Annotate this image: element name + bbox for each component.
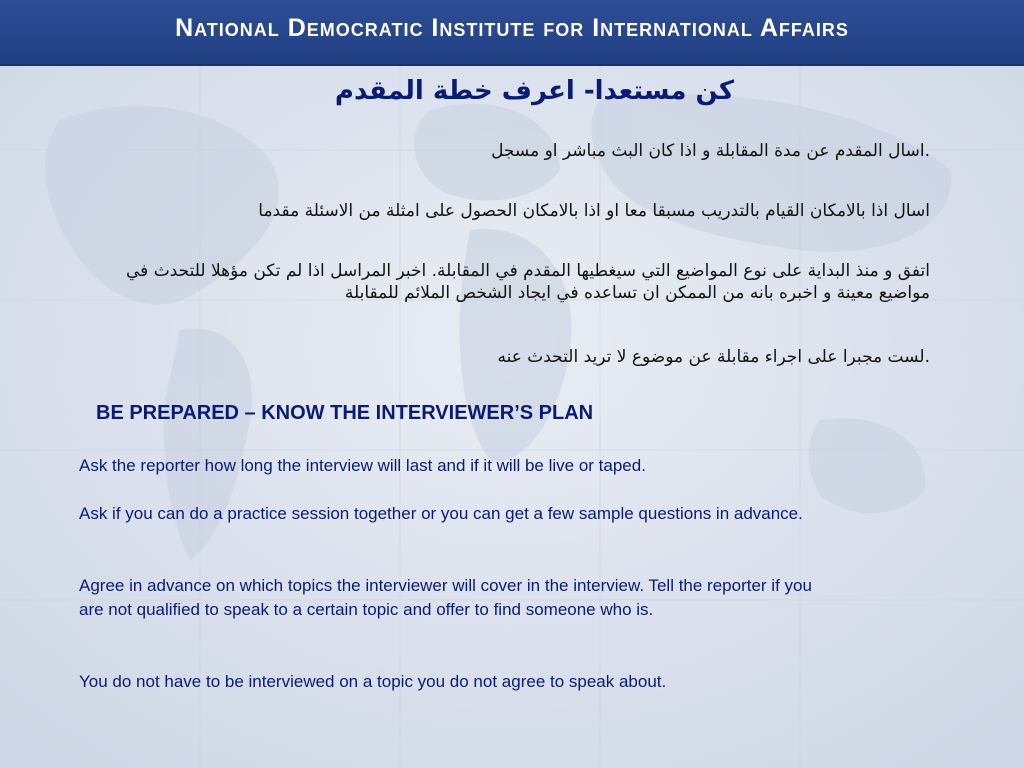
- organization-title: National Democratic Institute for International Affairs: [175, 14, 849, 42]
- english-paragraph-4: You do not have to be interviewed on a topic you do not agree to speak about.: [79, 672, 667, 691]
- english-heading: BE PREPARED – KNOW THE INTERVIEWER’S PLAN: [96, 402, 594, 424]
- arabic-paragraph-4: .لست مجبرا على اجراء مقابلة عن موضوع لا تريد التحدث عنه: [497, 347, 930, 367]
- english-paragraph-2: Ask if you can do a practice session together or you can get a few sample questions in advance.: [79, 504, 803, 523]
- english-paragraph-3: Agree in advance on which topics the interviewer will cover in the interview. Tell the reporter if you are not qualified to speak to a certain topic and offer to find someone who is.: [79, 576, 812, 619]
- arabic-paragraph-1: .اسال المقدم عن مدة المقابلة و اذا كان البث مباشر او مسجل: [491, 141, 930, 161]
- arabic-paragraph-2: اسال اذا بالامكان القيام بالتدريب مسبقا معا او اذا بالامكان الحصول على امثلة من الاسئلة مقدما: [258, 201, 930, 221]
- arabic-paragraph-3: اتفق و منذ البداية على نوع المواضيع التي سيغطيها المقدم في المقابلة. اخبر المراسل اذا لم تكن مؤهلا للتحدث في مواضيع معينة و اخبره بانه من الممكن ان تساعده في ايجاد الشخص الملائم للمقابلة: [126, 261, 930, 303]
- english-paragraph-1: Ask the reporter how long the interview will last and if it will be live or taped.: [79, 456, 646, 475]
- arabic-heading: كن مستعدا- اعرف خطة المقدم: [334, 76, 734, 106]
- title-banner: [0, 0, 1024, 66]
